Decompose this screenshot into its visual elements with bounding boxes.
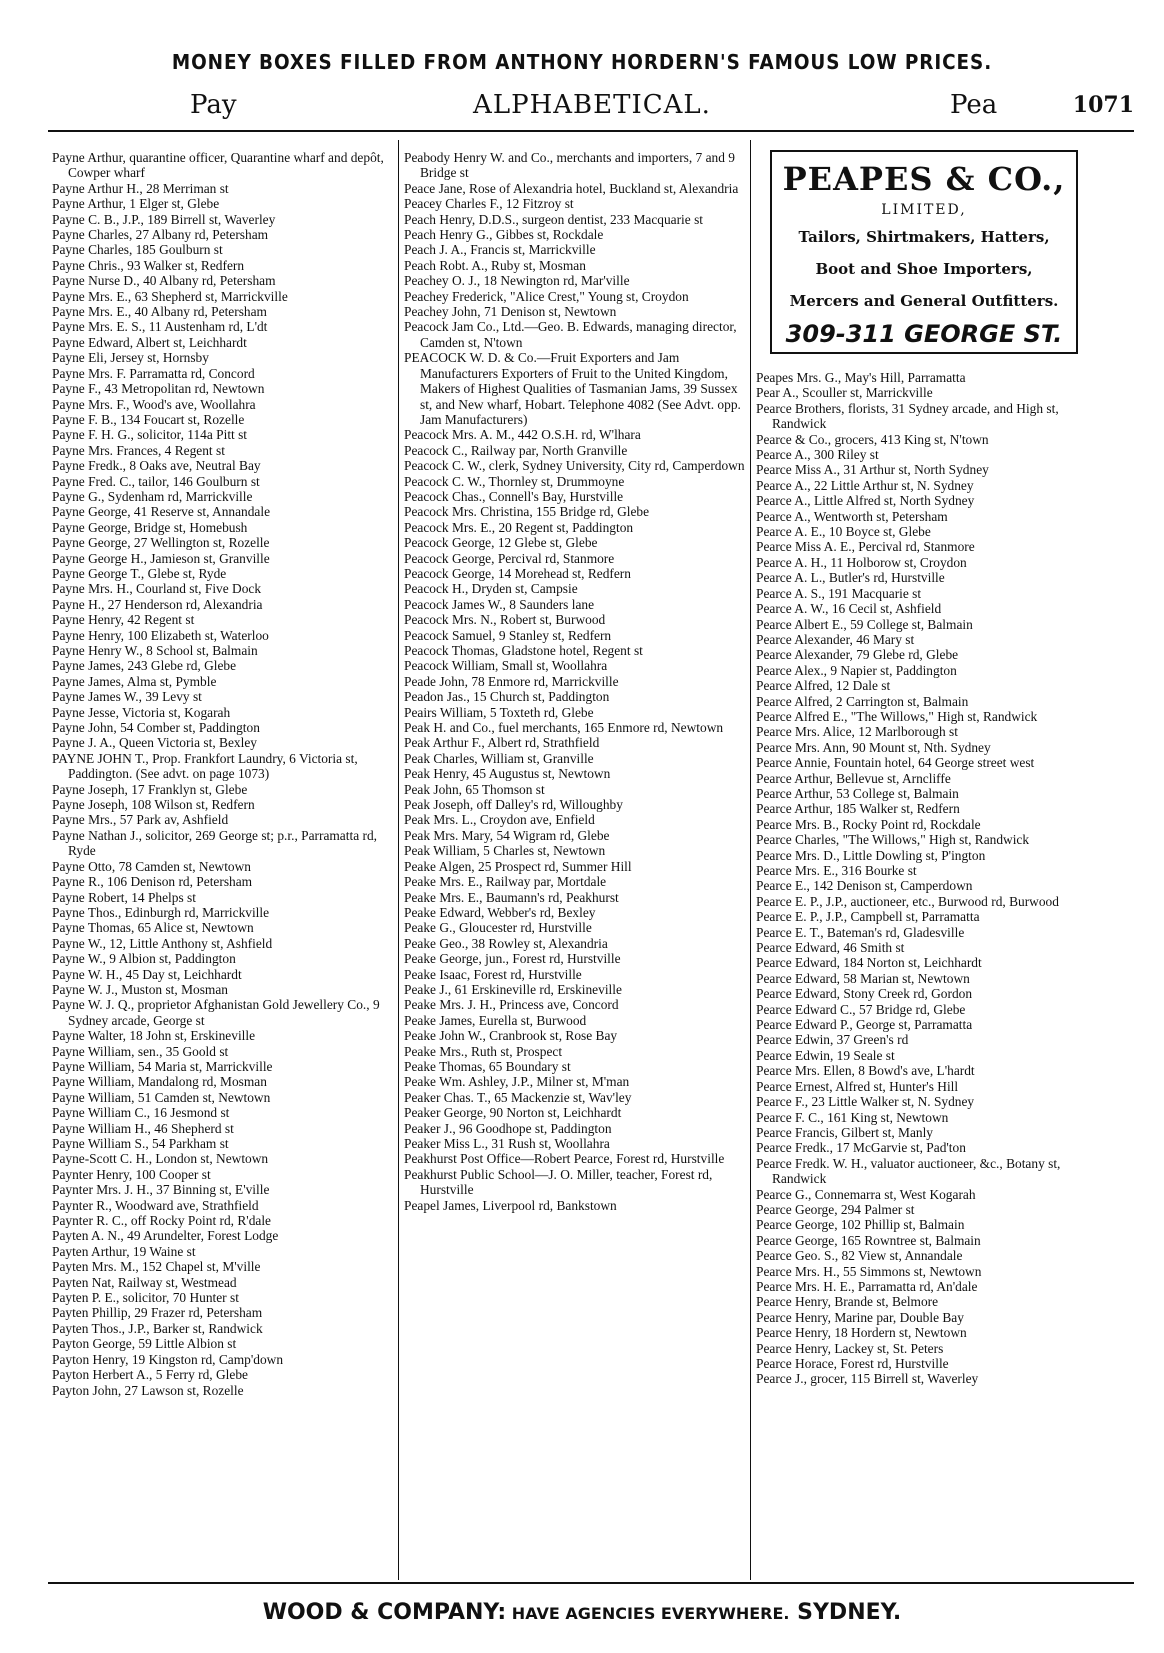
directory-entry: Pearce Miss A., 31 Arthur st, North Sydney [756,462,989,478]
directory-entry: Payten Nat, Railway st, Westmead [52,1274,237,1290]
directory-entry: Paynter R. C., off Rocky Point rd, R'dale [52,1213,272,1229]
directory-entry: Peakhurst Public School—J. O. Miller, teacher, Forest rd, Hurstville [404,1166,713,1198]
directory-entry: Payne James, Alma st, Pymble [52,673,217,689]
directory-entry: Pearce Arthur, 185 Walker st, Redfern [756,801,960,817]
directory-entry: Payne John, 54 Comber st, Paddington [52,720,260,736]
directory-entry: Payne H., 27 Henderson rd, Alexandria [52,596,263,612]
directory-entry: Pearce G., Connemarra st, West Kogarah [756,1186,976,1202]
directory-entry: Peadon Jas., 15 Church st, Paddington [404,689,610,705]
directory-entry: Payton Herbert A., 5 Ferry rd, Glebe [52,1367,248,1383]
directory-entry: Payne F. H. G., solicitor, 114a Pitt st [52,427,248,443]
directory-entry: Peapes Mrs. G., May's Hill, Parramatta [756,370,966,385]
directory-entry: Payne Robert, 14 Phelps st [52,889,196,905]
directory-entry: Peaker Chas. T., 65 Mackenzie st, Wav'ley [404,1089,632,1105]
directory-entry: Pearce & Co., grocers, 413 King st, N'town [756,431,989,447]
directory-entry: Peach Henry, D.D.S., surgeon dentist, 233 Macquarie st [404,211,704,227]
directory-entry: Pearce Henry, Marine par, Double Bay [756,1309,964,1325]
directory-entry: Pearce Edward P., George st, Parramatta [756,1017,973,1033]
page-header [50,90,1134,124]
directory-entry: Payne W. J. Q., proprietor Afghanistan Gold Jewellery Co., 9 Sydney arcade, George st [52,997,380,1028]
directory-entry: Payne Walter, 18 John st, Erskineville [52,1028,256,1044]
directory-entry: Peake George, jun., Forest rd, Hurstville [404,951,621,967]
directory-entry: Payne Mrs. E., 40 Albany rd, Petersham [52,304,267,320]
directory-entry: Pearce J., grocer, 115 Birrell st, Waverley [756,1371,979,1387]
directory-entry: Payne W., 12, Little Anthony st, Ashfield [52,935,273,951]
directory-entry: Payne Fredk., 8 Oaks ave, Neutral Bay [52,458,261,474]
directory-entry: Pearce Mrs. Ellen, 8 Bowd's ave, L'hardt [756,1063,975,1079]
directory-entry: Payne Henry, 100 Elizabeth st, Waterloo [52,627,269,643]
directory-entry: Pearce Henry, Lackey st, St. Peters [756,1340,944,1356]
directory-entry: Pear A., Scouller st, Marrickville [756,385,933,401]
directory-entry: Pearce Alfred, 12 Dale st [756,678,891,694]
directory-entry: Pearce George, 102 Phillip st, Balmain [756,1217,965,1233]
advert-limited: LIMITED, [881,202,967,218]
directory-entry: Pearce Geo. S., 82 View st, Annandale [756,1248,963,1264]
directory-entry: Peacock Mrs. Christina, 155 Bridge rd, Glebe [404,504,650,520]
directory-entry: Payne James W., 39 Levy st [52,689,202,705]
directory-entry: Peake John W., Cranbrook st, Rose Bay [404,1028,618,1044]
directory-entry: Peake Algen, 25 Prospect rd, Summer Hill [404,858,632,874]
directory-entry: Peake Mrs., Ruth st, Prospect [404,1043,563,1059]
directory-entry: Payne Mrs. E. S., 11 Austenham rd, L'dt [52,319,268,335]
directory-entry: Payne Mrs. H., Courland st, Five Dock [52,581,262,597]
directory-entry: Payne Charles, 27 Albany rd, Petersham [52,227,269,243]
directory-entry: Peacock Jam Co., Ltd.—Geo. B. Edwards, managing director, Camden st, N'town [404,319,737,350]
directory-entry: Pearce A. S., 191 Macquarie st [756,585,922,601]
directory-entry: Payne Fred. C., tailor, 146 Goulburn st [52,473,260,489]
directory-entry: Pearce Fredk., 17 McGarvie st, Pad'ton [756,1140,966,1156]
directory-entry: Payne Otto, 78 Camden st, Newtown [52,858,251,874]
directory-entry: Peacock Chas., Connell's Bay, Hurstville [404,488,624,504]
directory-entry: Payne Mrs. E., 63 Shepherd st, Marrickville [52,288,288,304]
footer-city: SYDNEY. [789,1600,902,1625]
directory-entry: Pearce A. W., 16 Cecil st, Ashfield [756,601,942,617]
directory-entry: Paynter Henry, 100 Cooper st [52,1166,211,1182]
directory-entry: Pearce F. C., 161 King st, Newtown [756,1109,949,1125]
directory-entry: Peake Mrs. E., Baumann's rd, Peakhurst [404,889,619,905]
directory-entry: Pearce Edward, Stony Creek rd, Gordon [756,986,973,1002]
directory-entry: Payten A. N., 49 Arundelter, Forest Lodge [52,1228,279,1244]
directory-entry: Pearce Mrs. Alice, 12 Marlborough st [756,724,958,740]
directory-entry: Peacock Mrs. N., Robert st, Burwood [404,612,606,628]
directory-entry: Pearce Alex., 9 Napier st, Paddington [756,662,957,678]
directory-entry: Payne William H., 46 Shepherd st [52,1120,234,1136]
directory-entry: Peak Henry, 45 Augustus st, Newtown [404,766,611,782]
directory-entry: Peacock C., Railway par, North Granville [404,442,628,458]
directory-entry: Pearce Mrs. Ann, 90 Mount st, Nth. Sydney [756,739,991,755]
directory-entry: Peakhurst Post Office—Robert Pearce, Forest rd, Hurstville [404,1151,725,1167]
directory-entry: Payne Arthur, 1 Elger st, Glebe [52,196,220,212]
advert-address: 309-311 GEORGE ST. [785,320,1063,348]
directory-entry: Payne William, 51 Camden st, Newtown [52,1089,271,1105]
directory-entry: Peacock George, 12 Glebe st, Glebe [404,535,598,551]
directory-entry: Payne William, Mandalong rd, Mosman [52,1074,267,1090]
directory-entry: Pearce E. P., J.P., Campbell st, Parramatta [756,909,980,925]
directory-entry: Payne-Scott C. H., London st, Newtown [52,1151,269,1167]
directory-entry: Pearce A., Wentworth st, Petersham [756,508,948,524]
directory-entry: Pearce Mrs. D., Little Dowling st, P'ington [756,847,986,863]
directory-entry: Pearce Edward C., 57 Bridge rd, Glebe [756,1001,966,1017]
directory-entry: Pearce Edward, 184 Norton st, Leichhardt [756,955,982,971]
peapes-advert [770,150,1078,354]
directory-entry: Pearce A. L., Butler's rd, Hurstville [756,570,945,586]
directory-entry: Pearce Charles, "The Willows," High st, Randwick [756,832,1030,848]
column-middle [404,150,746,1213]
footer-company: WOOD & COMPANY: [262,1600,507,1625]
directory-entry: Pearce A., Little Alfred st, North Sydney [756,493,975,509]
directory-entry: Paynter Mrs. J. H., 37 Binning st, E'ville [52,1182,270,1198]
directory-entry: Payne Mrs., 57 Park av, Ashfield [52,812,229,828]
directory-entry: Payne F., 43 Metropolitan rd, Newtown [52,381,265,397]
directory-entry: Peade John, 78 Enmore rd, Marrickville [404,673,619,689]
directory-entry: Peacey Charles F., 12 Fitzroy st [404,196,574,212]
directory-entry: Peaker George, 90 Norton st, Leichhardt [404,1105,622,1121]
directory-entry: Pearce Edward, 58 Marian st, Newtown [756,970,970,986]
directory-entry: Peacock C. W., Thornley st, Drummoyne [404,473,625,489]
directory-entry: PEACOCK W. D. & Co.—Fruit Exporters and Jam Manufacturers Exporters of Fruit to the United Kingdom, Makers of Highest Qualities of Tasmanian Jams, 39 Sussex st, and New wharf, Hobart. Telephone 4082 (See Advt. opp. Jam Manufacturers) [404,350,741,427]
directory-entry: Peak Mrs. Mary, 54 Wigram rd, Glebe [404,827,610,843]
directory-entry: Peak H. and Co., fuel merchants, 165 Enmore rd, Newtown [404,720,724,736]
directory-entry: Pearce Edward, 46 Smith st [756,940,905,956]
directory-entry: Payne C. B., J.P., 189 Birrell st, Waverley [52,211,276,227]
column-left [52,150,394,1398]
directory-entry: Pearce A. H., 11 Holborow st, Croydon [756,554,967,570]
directory-entry: Peak John, 65 Thomson st [404,781,545,797]
directory-entry: Peak Mrs. L., Croydon ave, Enfield [404,812,595,828]
directory-entry: Peacock H., Dryden st, Campsie [404,581,578,597]
directory-entry: Pearce Annie, Fountain hotel, 64 George street west [756,755,1035,771]
directory-entry: Peake Edward, Webber's rd, Bexley [404,904,596,920]
directory-entry: Payne George, 27 Wellington st, Rozelle [52,535,270,551]
directory-entry: Peairs William, 5 Toxteth rd, Glebe [404,704,594,720]
directory-entry: Payne Nathan J., solicitor, 269 George st; p.r., Parramatta rd, Ryde [52,827,377,859]
advert-company-name: PEAPES & CO., [782,160,1066,198]
footer-advert [0,1600,1164,1625]
footer-tagline: HAVE AGENCIES EVERYWHERE. [506,1604,790,1623]
directory-entry: Payten Arthur, 19 Waine st [52,1243,196,1259]
directory-entry: Payne Thos., Edinburgh rd, Marrickville [52,904,270,920]
directory-entry: Peake Geo., 38 Rowley st, Alexandria [404,935,608,951]
directory-entry: Payne Henry W., 8 School st, Balmain [52,643,258,658]
directory-entry: Pearce Alexander, 79 Glebe rd, Glebe [756,647,959,663]
directory-entry: Payne George, 41 Reserve st, Annandale [52,504,271,520]
advert-banner: MONEY BOXES FILLED FROM ANTHONY HORDERN'S FAMOUS LOW PRICES. [171,50,993,74]
directory-entry: Pearce George, 294 Palmer st [756,1201,915,1217]
directory-entry: Pearce Brothers, florists, 31 Sydney arcade, and High st, Randwick [756,400,1059,432]
directory-entry: Payne Mrs. F., Wood's ave, Woollahra [52,396,256,412]
directory-entry: Peach Henry G., Gibbes st, Rockdale [404,227,604,243]
directory-entry: Payton George, 59 Little Albion st [52,1336,237,1352]
advert-line-3: Mercers and General Outfitters. [789,292,1059,310]
directory-entry: Payne Arthur H., 28 Merriman st [52,180,229,196]
directory-entry: Payne Eli, Jersey st, Hornsby [52,350,209,366]
directory-entry: Pearce Mrs. H., 55 Simmons st, Newtown [756,1263,982,1279]
directory-entry: Pearce Francis, Gilbert st, Manly [756,1124,934,1140]
directory-entry: Pearce Alfred E., "The Willows," High st, Randwick [756,708,1038,724]
directory-entry: Peachey O. J., 18 Newington rd, Mar'ville [404,273,630,289]
directory-entry: Peake J., 61 Erskineville rd, Erskineville [404,981,622,997]
directory-entry: Peaker Miss L., 31 Rush st, Woollahra [404,1136,610,1151]
directory-entry: Peacock Mrs. A. M., 442 O.S.H. rd, W'lhara [404,427,641,443]
page-number: 1071 [1072,92,1134,118]
directory-entry: Payne William, 54 Maria st, Marrickville [52,1058,273,1074]
directory-entry: Payten Mrs. M., 152 Chapel st, M'ville [52,1259,261,1275]
directory-entry: Peake Mrs. E., Railway par, Mortdale [404,874,607,890]
directory-entry: Pearce George, 165 Rowntree st, Balmain [756,1232,981,1248]
directory-entry: Payne F. B., 134 Foucart st, Rozelle [52,411,245,427]
directory-entry: Payne Mrs. Frances, 4 Regent st [52,442,225,458]
directory-entry: Pearce Mrs. B., Rocky Point rd, Rockdale [756,816,981,832]
directory-entry: Pearce F., 23 Little Walker st, N. Sydney [756,1094,975,1110]
column-divider-2 [750,140,751,1580]
directory-entry: Pearce Mrs. H. E., Parramatta rd, An'dale [756,1278,978,1294]
directory-entry: Payne Henry, 42 Regent st [52,612,195,628]
directory-entry: Payne Thomas, 65 Alice st, Newtown [52,920,254,936]
directory-entry: Payne J. A., Queen Victoria st, Bexley [52,735,257,751]
directory-entry: Payne James, 243 Glebe rd, Glebe [52,658,237,674]
directory-entry: Peacock Mrs. E., 20 Regent st, Paddington [404,519,634,535]
directory-entry: Pearce Mrs. E., 316 Bourke st [756,863,917,878]
column-right [756,370,1086,1387]
directory-entry: Peachey Frederick, "Alice Crest," Young st, Croydon [404,288,689,304]
header-right-guide: Pea [950,90,998,120]
directory-entry: Peacock James W., 8 Saunders lane [404,596,595,612]
directory-entry: Pearce Albert E., 59 College st, Balmain [756,616,973,632]
directory-entry: Payton Henry, 19 Kingston rd, Camp'down [52,1351,284,1367]
directory-entry: Pearce Henry, 18 Hordern st, Newtown [756,1325,967,1341]
header-left-guide: Pay [190,90,237,120]
directory-entry: Payne Joseph, 108 Wilson st, Redfern [52,797,255,813]
directory-entry: Pearce Edwin, 19 Seale st [756,1047,895,1063]
directory-entry: Pearce Henry, Brande st, Belmore [756,1294,939,1310]
directory-entry: Payne William, sen., 35 Goold st [52,1043,229,1059]
directory-entry: Peak Arthur F., Albert rd, Strathfield [404,735,600,751]
directory-entry: Paynter R., Woodward ave, Strathfield [52,1197,259,1213]
directory-entry: Pearce E. T., Bateman's rd, Gladesville [756,924,965,940]
directory-entry: Pearce Horace, Forest rd, Hurstville [756,1356,949,1371]
directory-entry: Payne G., Sydenham rd, Marrickville [52,488,253,504]
directory-entry: Peapel James, Liverpool rd, Bankstown [404,1197,617,1213]
directory-entry: Payne Edward, Albert st, Leichhardt [52,334,247,350]
directory-entry: Pearce Alfred, 2 Carrington st, Balmain [756,693,969,709]
directory-entry: Payne Arthur, quarantine officer, Quarantine wharf and depôt, Cowper wharf [52,150,384,181]
directory-entry: Payten Phillip, 29 Frazer rd, Petersham [52,1305,263,1321]
directory-entry: Payne George T., Glebe st, Ryde [52,565,227,581]
directory-entry: Payten Thos., J.P., Barker st, Randwick [52,1320,263,1336]
directory-entry: Payne George, Bridge st, Homebush [52,519,248,535]
directory-entry: Peake Mrs. J. H., Princess ave, Concord [404,997,619,1013]
advert-line-2: Boot and Shoe Importers, [815,260,1033,278]
directory-entry: Peak William, 5 Charles st, Newtown [404,843,606,859]
directory-entry: Peach J. A., Francis st, Marrickville [404,242,596,258]
directory-entry: Peabody Henry W. and Co., merchants and importers, 7 and 9 Bridge st [404,150,735,181]
directory-entry: Pearce E., 142 Denison st, Camperdown [756,878,973,894]
directory-entry: Payne Joseph, 17 Franklyn st, Glebe [52,781,248,797]
directory-entry: Payton John, 27 Lawson st, Rozelle [52,1382,244,1398]
directory-entry: Payten P. E., solicitor, 70 Hunter st [52,1290,239,1306]
directory-entry: Peacock William, Small st, Woollahra [404,658,608,674]
directory-entry: Payne George H., Jamieson st, Granville [52,550,270,566]
directory-entry: PAYNE JOHN T., Prop. Frankfort Laundry, 6 Victoria st, Paddington. (See advt. on page 1073) [52,750,358,782]
directory-entry: Payne Chris., 93 Walker st, Redfern [52,257,245,273]
footer-rule [48,1582,1134,1584]
advert-line-1: Tailors, Shirtmakers, Hatters, [798,228,1050,246]
directory-entry: Peake James, Eurella st, Burwood [404,1012,587,1028]
directory-entry: Peake Wm. Ashley, J.P., Milner st, M'man [404,1074,630,1090]
directory-entry: Payne R., 106 Denison rd, Petersham [52,874,253,890]
directory-entry: Peacock George, Percival rd, Stanmore [404,550,615,566]
directory-entry: Pearce A., 22 Little Arthur st, N. Sydney [756,477,974,493]
directory-entry: Peake Thomas, 65 Boundary st [404,1058,571,1074]
directory-entry: Pearce Fredk. W. H., valuator auctioneer, &c., Botany st, Randwick [756,1155,1061,1187]
directory-entry: Peacock George, 14 Morehead st, Redfern [404,565,631,581]
directory-entry: Peake G., Gloucester rd, Hurstville [404,920,592,936]
directory-entry: Pearce Miss A. E., Percival rd, Stanmore [756,539,975,555]
directory-entry: Pearce Edwin, 37 Green's rd [756,1032,909,1048]
directory-entry: Peach Robt. A., Ruby st, Mosman [404,257,586,273]
directory-entry: Peace Jane, Rose of Alexandria hotel, Buckland st, Alexandria [404,180,739,196]
directory-entry: Peake Isaac, Forest rd, Hurstville [404,966,582,982]
directory-entry: Peaker J., 96 Goodhope st, Paddington [404,1120,612,1136]
directory-entry: Pearce E. P., J.P., auctioneer, etc., Burwood rd, Burwood [756,893,1059,909]
directory-entry: Payne Mrs. F. Parramatta rd, Concord [52,365,255,381]
directory-entry: Payne William S., 54 Parkham st [52,1136,229,1151]
directory-entry: Payne W., 9 Albion st, Paddington [52,951,236,967]
directory-entry: Pearce A., 300 Riley st [756,447,879,463]
directory-entry: Peak Charles, William st, Granville [404,750,594,766]
directory-entry: Peacock Samuel, 9 Stanley st, Redfern [404,627,612,643]
directory-entry: Payne W. H., 45 Day st, Leichhardt [52,966,242,982]
directory-entry: Peachey John, 71 Denison st, Newtown [404,304,617,320]
directory-entry: Pearce Ernest, Alfred st, Hunter's Hill [756,1078,959,1094]
directory-entry: Pearce A. E., 10 Boyce st, Glebe [756,524,931,540]
directory-entry: Peak Joseph, off Dalley's rd, Willoughby [404,797,623,813]
directory-entry: Peacock Thomas, Gladstone hotel, Regent st [404,643,643,658]
header-title: ALPHABETICAL. [473,90,711,120]
directory-entry: Pearce Arthur, 53 College st, Balmain [756,785,959,801]
directory-entry: Pearce Alexander, 46 Mary st [756,631,915,647]
directory-entry: Payne William C., 16 Jesmond st [52,1105,230,1121]
directory-entry: Pearce Arthur, Bellevue st, Arncliffe [756,770,951,786]
header-rule [48,130,1134,132]
directory-entry: Payne Jesse, Victoria st, Kogarah [52,704,231,720]
directory-entry: Payne Charles, 185 Goulburn st [52,242,223,258]
column-divider-1 [398,140,399,1580]
directory-entry: Peacock C. W., clerk, Sydney University, City rd, Camperdown [404,458,745,474]
directory-entry: Payne Nurse D., 40 Albany rd, Petersham [52,273,276,289]
directory-entry: Payne W. J., Muston st, Mosman [52,981,228,997]
